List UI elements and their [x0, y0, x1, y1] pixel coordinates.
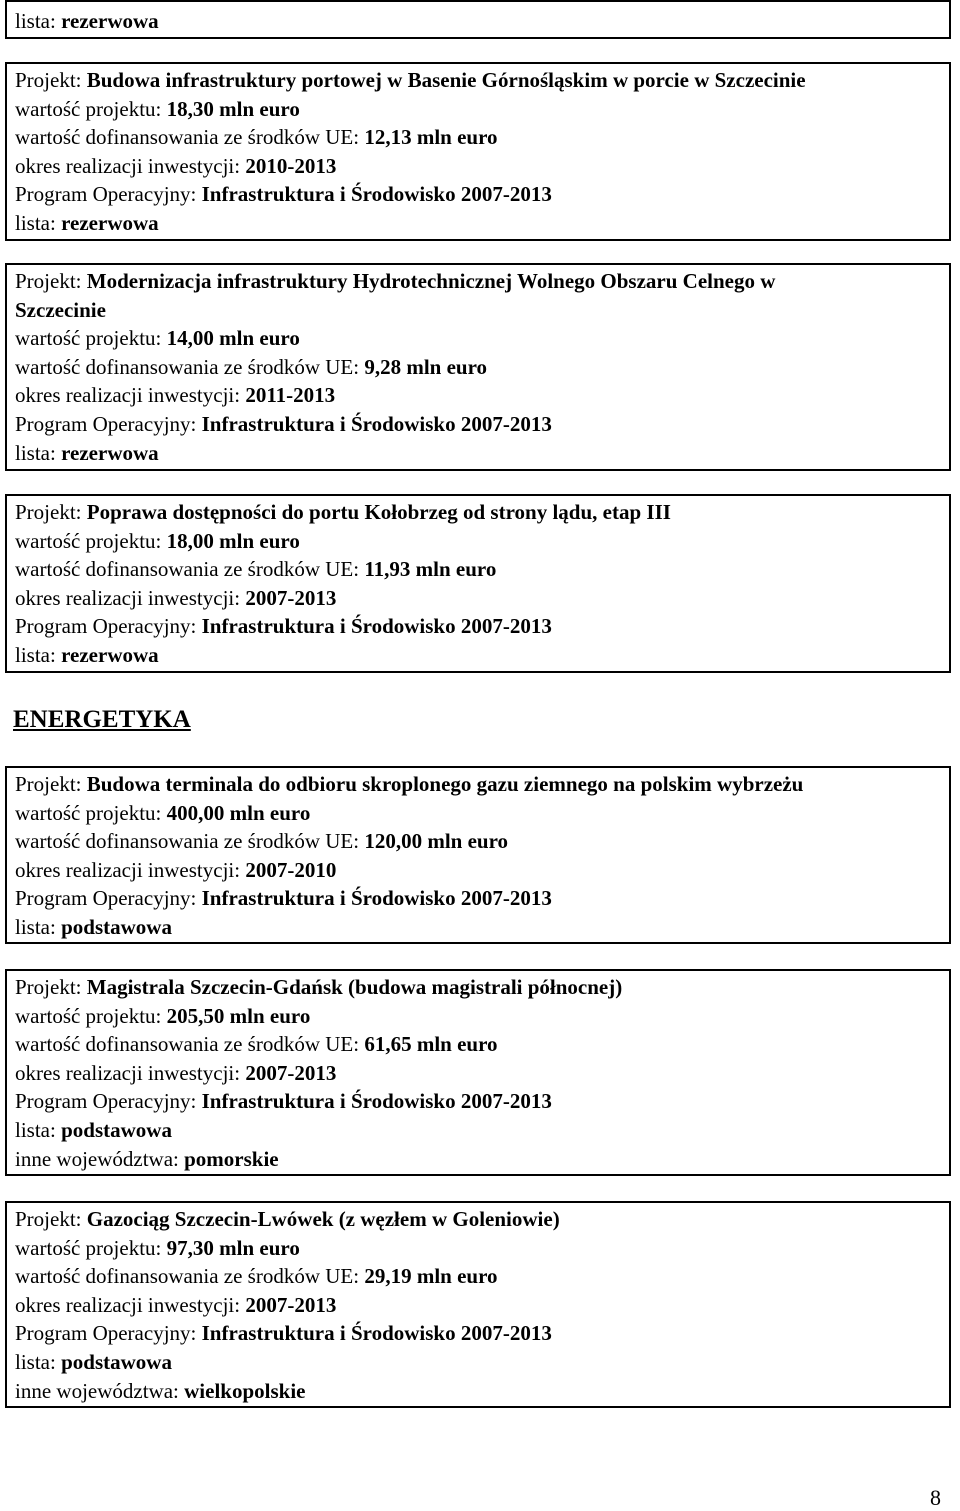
- eu-funding-amount: 120,00 mln euro: [364, 829, 509, 854]
- project-label: Projekt:: [15, 269, 87, 293]
- value-amount: 205,50 mln euro: [166, 1003, 311, 1028]
- eu-funding-amount: 61,65 mln euro: [364, 1032, 498, 1057]
- list-value: rezerwowa: [61, 210, 159, 235]
- program-value: Infrastruktura i Środowisko 2007-2013: [201, 411, 552, 436]
- program-label: Program Operacyjny:: [15, 614, 202, 639]
- list-value: rezerwowa: [61, 642, 159, 667]
- eu-funding-line: [15, 1262, 949, 1291]
- list-value: rezerwowa: [61, 440, 159, 465]
- eu-funding-label: wartość dofinansowania ze środków UE:: [15, 1032, 365, 1057]
- period-value: 2010-2013: [245, 153, 337, 178]
- eu-funding-line: [15, 555, 949, 584]
- eu-funding-line: [15, 1030, 949, 1059]
- period-label: okres realizacji inwestycji:: [15, 585, 246, 610]
- value-label: wartość projektu:: [15, 800, 167, 825]
- list-label: lista:: [15, 9, 62, 33]
- period-value: 2007-2013: [245, 585, 337, 610]
- value-amount: 18,00 mln euro: [166, 528, 300, 553]
- period-line: [15, 584, 949, 613]
- project-card: [5, 494, 951, 673]
- project-title-continuation: [15, 296, 949, 325]
- value-amount: 14,00 mln euro: [166, 326, 300, 351]
- program-line: [15, 410, 949, 439]
- period-line: [15, 856, 949, 885]
- project-title-line: [15, 973, 949, 1002]
- period-value: 2007-2013: [245, 1292, 337, 1317]
- list-value: podstawowa: [61, 914, 172, 939]
- list-line: [15, 913, 949, 942]
- project-label: Projekt:: [15, 1207, 87, 1231]
- project-title-line: [15, 66, 949, 95]
- program-value: Infrastruktura i Środowisko 2007-2013: [201, 1321, 552, 1346]
- project-label: Projekt:: [15, 772, 87, 796]
- list-line: [15, 1348, 949, 1377]
- period-label: okres realizacji inwestycji:: [15, 153, 246, 178]
- value-label: wartość projektu:: [15, 96, 167, 121]
- value-line: [15, 1234, 949, 1263]
- eu-funding-label: wartość dofinansowania ze środków UE:: [15, 557, 365, 582]
- period-line: [15, 1059, 949, 1088]
- eu-funding-label: wartość dofinansowania ze środków UE:: [15, 125, 365, 150]
- project-card: [5, 263, 951, 471]
- eu-funding-line: [15, 353, 949, 382]
- eu-funding-label: wartość dofinansowania ze środków UE:: [15, 354, 365, 379]
- project-title-line: [15, 498, 949, 527]
- value-amount: 18,30 mln euro: [166, 96, 300, 121]
- project-title: Magistrala Szczecin-Gdańsk (budowa magistrali północnej): [86, 975, 623, 999]
- value-label: wartość projektu:: [15, 528, 167, 553]
- program-value: Infrastruktura i Środowisko 2007-2013: [201, 1089, 552, 1114]
- program-line: [15, 884, 949, 913]
- project-label: Projekt:: [15, 68, 87, 92]
- project-card: [5, 1201, 951, 1408]
- value-label: wartość projektu:: [15, 326, 167, 351]
- program-line: [15, 180, 949, 209]
- other-voivodeships-line: [15, 1377, 949, 1406]
- period-value: 2007-2013: [245, 1060, 337, 1085]
- period-line: [15, 152, 949, 181]
- eu-funding-amount: 11,93 mln euro: [364, 557, 497, 582]
- eu-funding-line: [15, 123, 949, 152]
- project-title: Poprawa dostępności do portu Kołobrzeg od strony lądu, etap III: [86, 500, 671, 524]
- value-line: [15, 527, 949, 556]
- project-title-line: [15, 770, 949, 799]
- list-value: podstawowa: [61, 1117, 172, 1142]
- program-line: [15, 612, 949, 641]
- program-line: [15, 1087, 949, 1116]
- list-label: lista:: [15, 440, 62, 465]
- period-label: okres realizacji inwestycji:: [15, 857, 246, 882]
- period-label: okres realizacji inwestycji:: [15, 1060, 246, 1085]
- list-line: [15, 439, 949, 468]
- program-value: Infrastruktura i Środowisko 2007-2013: [201, 886, 552, 911]
- eu-funding-amount: 29,19 mln euro: [364, 1264, 498, 1289]
- program-label: Program Operacyjny:: [15, 411, 202, 436]
- list-label: lista:: [15, 642, 62, 667]
- value-line: [15, 95, 949, 124]
- period-label: okres realizacji inwestycji:: [15, 1292, 246, 1317]
- period-label: okres realizacji inwestycji:: [15, 383, 246, 408]
- eu-funding-label: wartość dofinansowania ze środków UE:: [15, 1264, 365, 1289]
- project-card: [5, 62, 951, 241]
- list-line: [15, 1116, 949, 1145]
- project-card: [5, 766, 951, 944]
- list-value: rezerwowa: [61, 9, 159, 33]
- other-voivodeships-label: inne województwa:: [15, 1378, 185, 1403]
- eu-funding-amount: 12,13 mln euro: [364, 125, 498, 150]
- other-voivodeships-value: pomorskie: [184, 1146, 279, 1171]
- project-title: Modernizacja infrastruktury Hydrotechnicznej Wolnego Obszaru Celnego w: [86, 269, 776, 293]
- value-label: wartość projektu:: [15, 1003, 167, 1028]
- value-line: [15, 1002, 949, 1031]
- program-label: Program Operacyjny:: [15, 1089, 202, 1114]
- project-title-line: [15, 1205, 949, 1234]
- other-voivodeships-label: inne województwa:: [15, 1146, 185, 1171]
- page-number: 8: [930, 1485, 941, 1510]
- list-line: [15, 641, 949, 670]
- project-title-line: [15, 267, 949, 296]
- value-amount: 400,00 mln euro: [166, 800, 311, 825]
- value-line: [15, 799, 949, 828]
- eu-funding-label: wartość dofinansowania ze środków UE:: [15, 829, 365, 854]
- period-value: 2011-2013: [245, 383, 336, 408]
- program-label: Program Operacyjny:: [15, 182, 202, 207]
- project-title: Budowa terminala do odbioru skroplonego gazu ziemnego na polskim wybrzeżu: [86, 772, 804, 796]
- other-voivodeships-line: [15, 1145, 949, 1174]
- program-value: Infrastruktura i Środowisko 2007-2013: [201, 182, 552, 207]
- project-title: Budowa infrastruktury portowej w Basenie Górnośląskim w porcie w Szczecinie: [86, 68, 806, 92]
- list-label: lista:: [15, 914, 62, 939]
- eu-funding-amount: 9,28 mln euro: [364, 354, 488, 379]
- program-line: [15, 1319, 949, 1348]
- other-voivodeships-value: wielkopolskie: [184, 1378, 306, 1403]
- list-line: [15, 7, 949, 36]
- project-title-line2: Szczecinie: [15, 297, 106, 322]
- period-line: [15, 1291, 949, 1320]
- project-card: [5, 969, 951, 1176]
- value-amount: 97,30 mln euro: [166, 1235, 300, 1260]
- value-line: [15, 324, 949, 353]
- period-value: 2007-2010: [245, 857, 337, 882]
- program-value: Infrastruktura i Środowisko 2007-2013: [201, 614, 552, 639]
- eu-funding-line: [15, 827, 949, 856]
- project-label: Projekt:: [15, 975, 87, 999]
- project-title: Gazociąg Szczecin-Lwówek (z węzłem w Goleniowie): [86, 1207, 560, 1231]
- list-value: podstawowa: [61, 1349, 172, 1374]
- list-label: lista:: [15, 210, 62, 235]
- list-label: lista:: [15, 1349, 62, 1374]
- list-line: [15, 209, 949, 238]
- program-label: Program Operacyjny:: [15, 1321, 202, 1346]
- period-line: [15, 381, 949, 410]
- program-label: Program Operacyjny:: [15, 886, 202, 911]
- project-card-fragment: [5, 0, 951, 39]
- section-heading: ENERGETYKA: [13, 706, 191, 733]
- value-label: wartość projektu:: [15, 1235, 167, 1260]
- list-label: lista:: [15, 1117, 62, 1142]
- project-label: Projekt:: [15, 500, 87, 524]
